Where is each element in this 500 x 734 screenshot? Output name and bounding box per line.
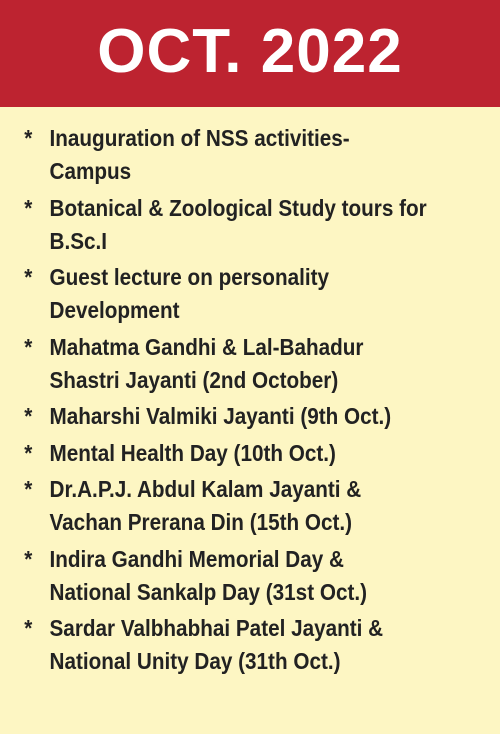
bullet-star-icon: * [24, 439, 33, 466]
event-item [0, 612, 450, 678]
event-item [0, 261, 450, 327]
event-item [0, 192, 450, 258]
event-text: Maharshi Valmiki Jayanti (9th Oct.) [49, 403, 392, 429]
event-text: Mental Health Day (10th Oct.) [49, 439, 336, 466]
bullet-star-icon: * [24, 333, 33, 360]
bullet-star-icon: * [24, 403, 33, 429]
event-item [0, 543, 450, 609]
event-text: Botanical & Zoological Study tours for B.Sc.I [49, 194, 427, 254]
event-item [0, 437, 450, 470]
month-header [0, 0, 500, 107]
bullet-star-icon: * [24, 264, 33, 290]
bullet-star-icon: * [24, 615, 33, 641]
event-text: Guest lecture on personality Development [49, 264, 330, 323]
event-text: Sardar Valbhabhai Patel Jayanti & National Unity Day (31th Oct.) [49, 615, 384, 674]
event-text: Dr.A.P.J. Abdul Kalam Jayanti & Vachan Prerana Din (15th Oct.) [49, 476, 362, 535]
bullet-star-icon: * [24, 545, 33, 572]
event-text: Indira Gandhi Memorial Day & National Sankalp Day (31st Oct.) [49, 545, 368, 605]
event-text: Inauguration of NSS activities- Campus [49, 125, 350, 184]
event-item [0, 400, 450, 433]
event-item [0, 331, 450, 397]
bullet-star-icon: * [24, 125, 33, 151]
event-list [0, 122, 500, 682]
month-title: OCT. 2022 [97, 16, 403, 86]
bullet-star-icon: * [24, 476, 33, 502]
event-text: Mahatma Gandhi & Lal-Bahadur Shastri Jayanti (2nd October) [49, 333, 364, 393]
event-item [0, 473, 450, 539]
bullet-star-icon: * [24, 194, 33, 221]
event-item [0, 122, 450, 188]
